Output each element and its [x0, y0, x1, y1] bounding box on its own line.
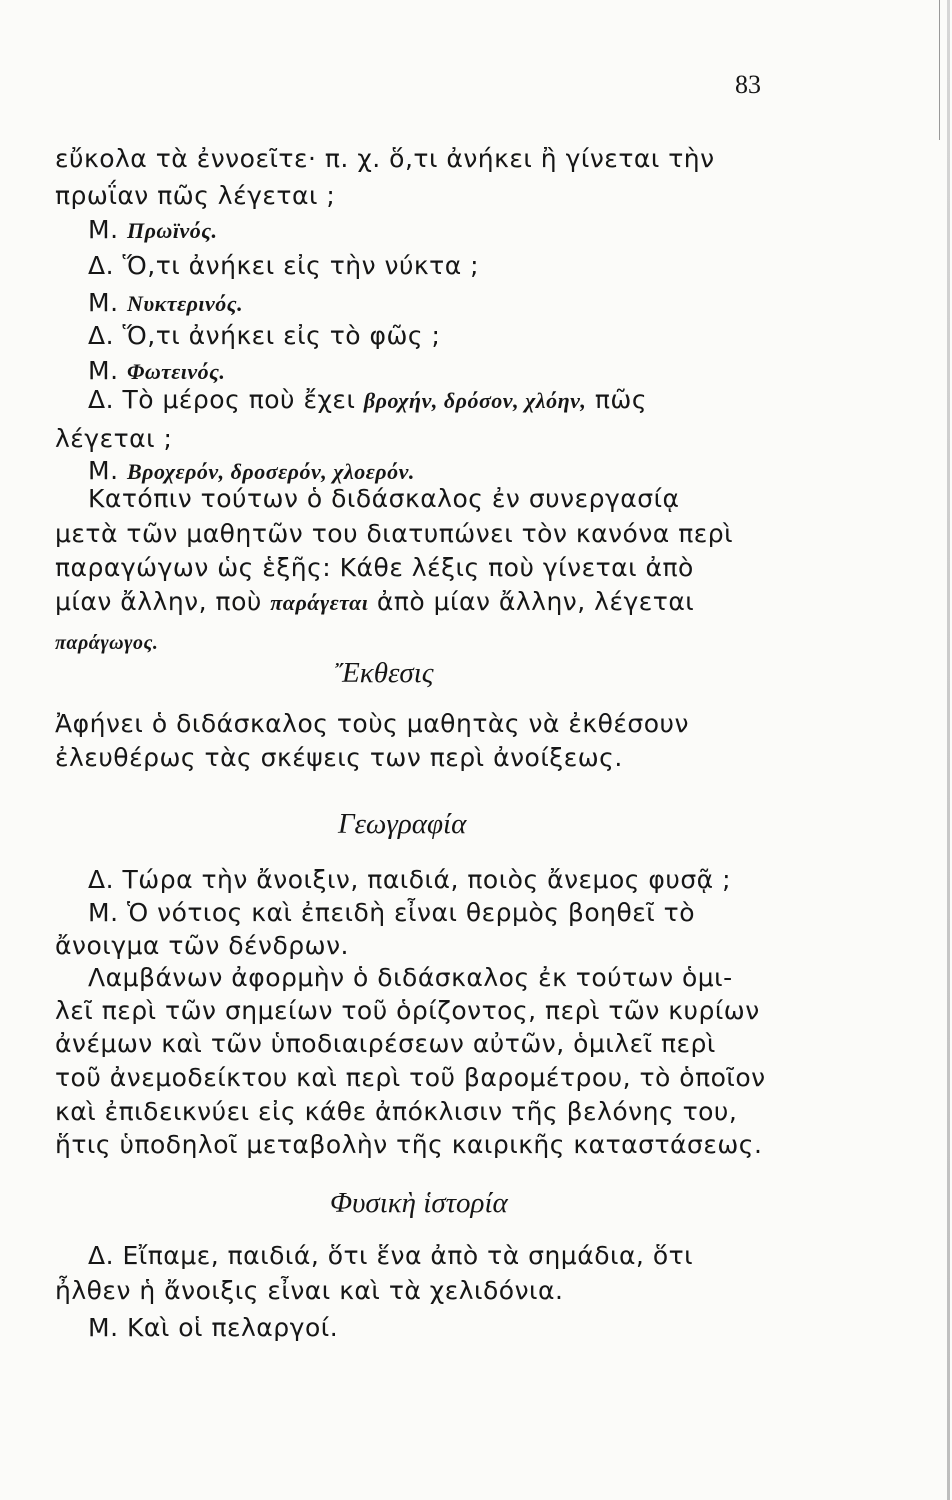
- text-line: Λαμβάνων ἀφορμὴν ὁ διδάσκαλος ἐκ τούτων ὁμι-: [88, 963, 733, 992]
- dialogue-line: [88, 384, 647, 417]
- text-line: παραγώγων ὡς ἑξῆς: Κάθε λέξις ποὺ γίνεται ἀπὸ: [55, 553, 694, 582]
- text-line: Δ. Ὅ,τι ἀνήκει εἰς τὴν νύκτα ;: [88, 251, 480, 280]
- text-line: καὶ ἐπιδεικνύει εἰς κάθε ἀπόκλισιν τῆς βελόνης του,: [55, 1097, 738, 1126]
- speaker: Μ.: [88, 215, 119, 244]
- text-line: [55, 586, 694, 619]
- text-line: μετὰ τῶν μαθητῶν του διατυπώνει τὸν κανόνα περὶ: [55, 519, 734, 548]
- text-line: ἥτις ὑποδηλοῖ μεταβολὴν τῆς καιρικῆς καταστάσεως.: [55, 1130, 763, 1159]
- text-line: Μ. Ὁ νότιος καὶ ἐπειδὴ εἶναι θερμὸς βοηθεῖ τὸ: [88, 898, 696, 927]
- text-line: Δ. Ὅ,τι ἀνήκει εἰς τὸ φῶς ;: [88, 321, 441, 350]
- speaker: Μ.: [88, 356, 119, 385]
- text-segment: μίαν ἄλλην, ποὺ: [55, 587, 262, 616]
- text-line: ἐλευθέρως τὰς σκέψεις των περὶ ἀνοίξεως.: [55, 743, 623, 772]
- emphasized-words: βροχήν, δρόσον, χλόην,: [363, 388, 587, 413]
- text-line: ἄνοιγμα τῶν δένδρων.: [55, 931, 350, 960]
- emphasized-words: Βροχερόν, δροσερόν, χλοερόν.: [126, 459, 415, 484]
- emphasized-word: Πρωϊνός.: [126, 218, 218, 243]
- emphasized-word: παράγωγος.: [55, 632, 159, 654]
- page-edge-shadow: [947, 0, 950, 1500]
- text-line: λεῖ περὶ τῶν σημείων τοῦ ὁρίζοντος, περὶ τῶν κυρίων: [55, 996, 760, 1025]
- text-line: Δ. Τώρα τὴν ἄνοιξιν, παιδιά, ποιὸς ἄνεμος φυσᾷ ;: [88, 865, 732, 894]
- text-line: πρωΐαν πῶς λέγεται ;: [55, 181, 336, 210]
- section-heading-fysiki: Φυσικὴ ἱστορία: [330, 1187, 508, 1219]
- section-heading-ekthesis: Ἔκθεσις: [335, 657, 434, 689]
- page-number: 83: [735, 70, 761, 99]
- text-line: [55, 625, 158, 659]
- text-line: Ἀφήνει ὁ διδάσκαλος τοὺς μαθητὰς νὰ ἐκθέσουν: [55, 709, 689, 738]
- dialogue-line: [88, 214, 218, 247]
- text-segment: ἀπὸ μίαν ἄλλην, λέγεται: [376, 587, 695, 616]
- text-line: Κατόπιν τούτων ὁ διδάσκαλος ἐν συνεργασίᾳ: [88, 484, 680, 513]
- text-line: Δ. Εἴπαμε, παιδιά, ὅτι ἕνα ἀπὸ τὰ σημάδια, ὅτι: [88, 1241, 694, 1270]
- text-line: τοῦ ἀνεμοδείκτου καὶ περὶ τοῦ βαρομέτρου, τὸ ὁποῖον: [55, 1063, 766, 1092]
- text-line: ἀνέμων καὶ τῶν ὑποδιαιρέσεων αὐτῶν, ὁμιλεῖ περὶ: [55, 1029, 716, 1058]
- text-line: Μ. Καὶ οἱ πελαργοί.: [88, 1313, 339, 1342]
- text-line: εὔκολα τὰ ἐννοεῖτε· π. χ. ὅ,τι ἀνήκει ἢ γίνεται τὴν: [55, 144, 715, 173]
- emphasized-word: Φωτεινός.: [126, 359, 226, 384]
- speaker: Μ.: [88, 288, 119, 317]
- dialogue-line: [88, 287, 243, 320]
- text-line: λέγεται ;: [55, 424, 173, 453]
- text-line: ἦλθεν ἡ ἄνοιξις εἶναι καὶ τὰ χελιδόνια.: [55, 1276, 564, 1305]
- emphasized-word: Νυκτερινός.: [126, 291, 244, 316]
- page-edge-line: [939, 0, 940, 140]
- text-segment: πῶς: [594, 385, 648, 414]
- speaker: Μ.: [88, 456, 119, 485]
- text-segment: Δ. Τὸ μέρος ποὺ ἔχει: [88, 385, 356, 414]
- emphasized-word: παράγεται: [270, 590, 369, 615]
- section-heading-geografia: Γεωγραφία: [338, 808, 467, 840]
